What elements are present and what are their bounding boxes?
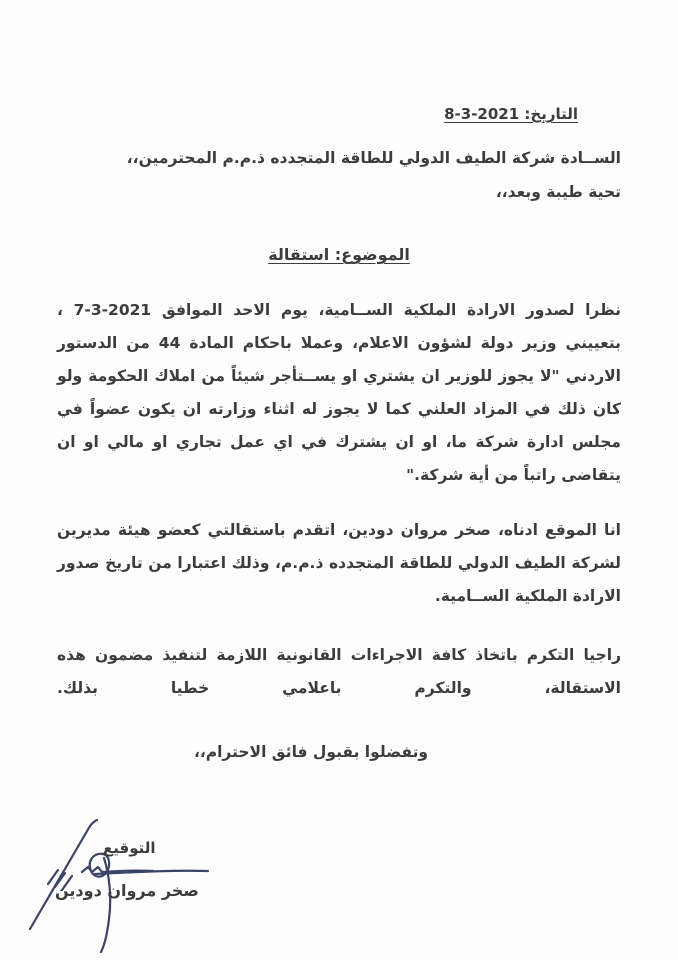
signature-label: التوقيع: [103, 839, 156, 857]
letter-addressee: الســادة شركة الطيف الدولي للطاقة المتجدده ذ.م.م المحترمين،،: [126, 149, 621, 167]
signature-block: [57, 839, 621, 960]
letter-paragraph: راجيا التكرم باتخاذ كافة الاجراءات القانونية اللازمة لتنفيذ مضمون هذه الاستقالة، والتكرم باعلامي خطيا بذلك.: [57, 646, 621, 697]
letter-paragraph: نظرا لصدور الارادة الملكية الســامية، يوم الاحد الموافق 2021-3-7 ، بتعييني وزير دولة لشؤون الاعلام، وعملا باحكام المادة 44 من الدستور الاردني "لا يجوز للوزير ان يشتري او يســتأجر شيئاً من املاك الحكومة ولو كان ذلك في المزاد العلني كما لا يجوز له اثناء وزارته ان يكون عضواً في مجلس ادارة شركة ما، او ان يشترك في اي عمل تجاري او مالي او ان يتقاضى راتباً من أية شركة.": [57, 301, 622, 484]
letter-closing: وتفضلوا بقبول فائق الاحترام،،: [193, 743, 429, 761]
letter-paragraph: انا الموقع ادناه، صخر مروان دودين، اتقدم باستقالتي كعضو هيئة مديرين لشركة الطيف الدولي للطاقة المتجدده ذ.م.م، وذلك اعتبارا من تاريخ صدور الارادة الملكية الســامية.: [57, 521, 621, 605]
signatory-name: صخر مروان دودين: [55, 881, 199, 900]
letter-date: التاريخ: 2021-3-8: [444, 105, 578, 123]
letter-greeting: تحية طيبة وبعد،،: [495, 183, 621, 201]
letter-subject: الموضوع: استقالة: [268, 245, 410, 264]
